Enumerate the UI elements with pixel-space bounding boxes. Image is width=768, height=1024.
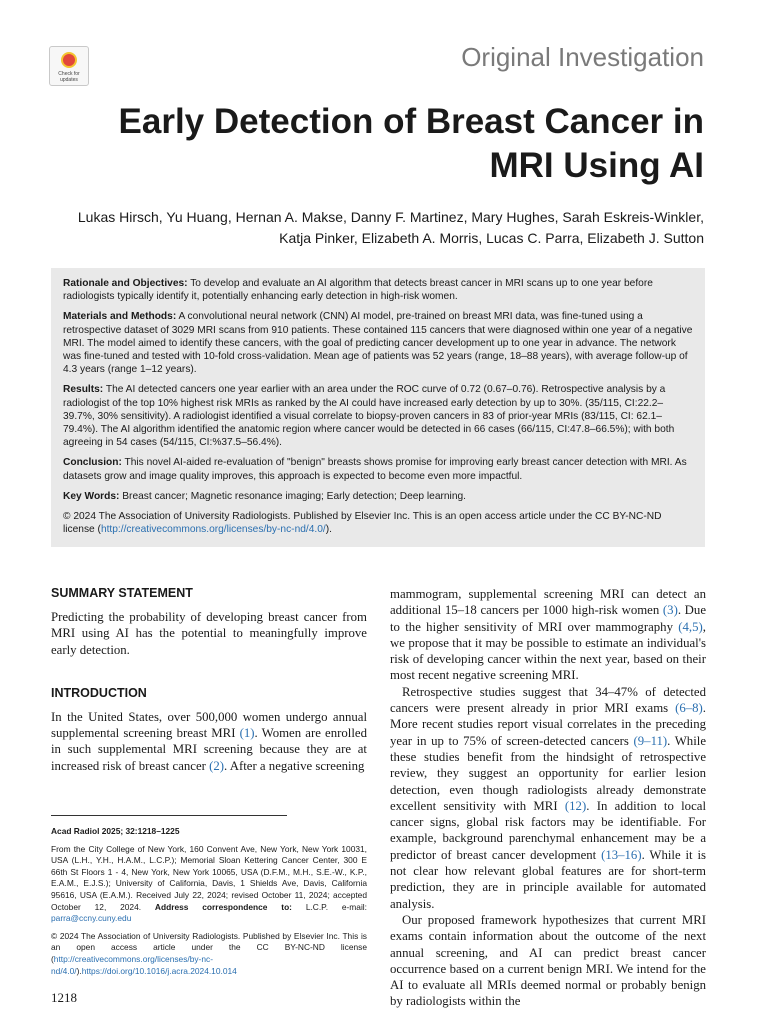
license-link[interactable]: http://creativecommons.org/licenses/by-nc-nd/4.0/ — [100, 524, 326, 536]
results-label: Results: — [63, 384, 104, 396]
correspondence-text: L.C.P. e-mail: — [291, 901, 367, 912]
abstract-methods — [63, 310, 694, 376]
left-column — [51, 586, 367, 774]
intro-text: . While it is not clear how relevant global features are for short-term prediction, they are in principle available for automated analysis. — [390, 847, 706, 911]
citation-link[interactable]: (12) — [564, 798, 587, 813]
intro-text: In the United States, over 500,000 women undergo annual supplemental screening breast MRI — [51, 709, 367, 741]
intro-paragraph-1-continued — [390, 586, 706, 684]
abstract-copyright — [63, 510, 694, 536]
abstract-results — [63, 383, 694, 449]
intro-text: . In addition to local cancer signs, global risk factors may be identifiable. For example, background parenchymal enhancement may be a predictor of breast cancer development — [390, 798, 706, 862]
intro-text: . More recent studies report visual correlates in the preceding year in up to 75% of screen-detected cancers — [390, 701, 706, 748]
email-link[interactable]: parra@ccny.cuny.edu — [51, 913, 132, 924]
copyright-end: ). — [325, 524, 332, 536]
intro-text: , we propose that it may be possible to estimate an individual's risk of developing cancer within the next year, based on their most recent negative screening MRI. — [390, 619, 706, 683]
introduction-heading: INTRODUCTION — [51, 685, 147, 700]
conclusion-label: Conclusion: — [63, 457, 122, 469]
copyright-text: © 2024 The Association of University Radiologists. Published by Elsevier Inc. This is an open access article under the CC BY-NC-ND license ( — [63, 511, 662, 536]
intro-text: . After a negative screening — [224, 758, 365, 773]
citation-link[interactable]: (1) — [239, 726, 255, 741]
citation-link[interactable]: (13–16) — [601, 847, 642, 862]
abstract-rationale — [63, 277, 694, 303]
summary-text: Predicting the probability of developing breast cancer from MRI using AI has the potential to meaningfully improve early detection. — [51, 610, 367, 657]
intro-paragraph-2 — [390, 684, 706, 912]
intro-text: . Women are enrolled in such supplemental MRI screening because they are at increased risk of breast cancer — [51, 726, 367, 773]
citation-link[interactable]: (6–8) — [675, 701, 703, 716]
footnote-divider — [51, 815, 287, 816]
rationale-label: Rationale and Objectives: — [63, 278, 188, 289]
crossmark-line-2: updates — [60, 77, 78, 83]
check-for-updates-badge[interactable] — [49, 46, 89, 86]
abstract-conclusion — [63, 456, 694, 482]
intro-text: mammogram, supplemental screening MRI can detect an additional 15–18 cancers per 1000 high-risk women — [390, 587, 706, 618]
author-list: Lukas Hirsch, Yu Huang, Hernan A. Makse, Danny F. Martinez, Mary Hughes, Sarah Eskreis-Winkler, Katja Pinker, Elizabeth A. Morris, Lucas C. Parra, Elizabeth J. Sutton — [77, 209, 704, 246]
rationale-text: To develop and evaluate an AI algorithm that detects breast cancer in MRI scans up to one year before radiologists typically identify it, potentially enhancing early detection in high-risk women. — [63, 278, 653, 303]
journal-citation: Acad Radiol 2025; 32:1218–1225 — [51, 826, 180, 836]
conclusion-text: This novel AI-aided re-evaluation of "benign" breasts shows promise for improving early breast cancer detection with MRI. As datasets grow and image quality improves, this approach is expected to become even more impactful. — [63, 457, 687, 482]
page-number: 1218 — [51, 990, 77, 1005]
intro-text: . While these studies benefit from the hindsight of retrospective review, they suggest an opportunity for earlier lesion detection, even though radiologists already demonstrate excellent sensitivity with MRI — [390, 733, 706, 813]
citation-link[interactable]: (9–11) — [633, 733, 668, 748]
keywords-label: Key Words: — [63, 490, 120, 502]
keywords-text: Breast cancer; Magnetic resonance imaging; Early detection; Deep learning. — [119, 490, 466, 502]
citation-link[interactable]: (3) — [662, 603, 678, 618]
article-title: Early Detection of Breast Cancer in MRI Using AI — [118, 102, 704, 185]
affiliations-text: From the City College of New York, 160 Convent Ave, New York, New York 10031, USA (L.H., Y.H., H.A.M., L.C.P.); Memorial Sloan Kettering Cancer Center, 300 E 66th St Floors 1 - 4, New York, New York 10065, USA (D.F.M., M.H., S.E.-W., K.P., E.A.M., E.J.S.); University of California, Davis, 1 Shields Ave, Davis, California 95616, USA (E.A.M.). Received July 22, 2024; revised October 11, 2024; accepted October 12, 2024. — [51, 843, 367, 912]
affiliations — [51, 844, 367, 925]
intro-paragraph-1 — [51, 709, 367, 774]
right-column — [390, 586, 706, 1010]
copyright-text: © 2024 The Association of University Radiologists. Published by Elsevier Inc. This is an open access article under the CC BY-NC-ND license ( — [51, 930, 367, 964]
section-label: Original Investigation — [461, 42, 704, 72]
citation-link[interactable]: (4,5) — [678, 619, 703, 634]
methods-label: Materials and Methods: — [63, 311, 177, 323]
footnote — [51, 826, 367, 983]
intro-text: Retrospective studies suggest that 34–47% of detected cancers were present already in prior MRI exams — [390, 684, 706, 716]
summary-heading: SUMMARY STATEMENT — [51, 586, 193, 600]
crossmark-icon — [61, 52, 77, 68]
license-link[interactable]: http://creativecommons.org/licenses/by-nc-nd/4.0/ — [51, 953, 213, 976]
footnote-copyright — [51, 931, 367, 977]
intro-text: . Due to the higher sensitivity of MRI over mammography — [390, 603, 706, 634]
crossmark-line-1: Check for — [58, 71, 80, 77]
abstract-box — [51, 268, 705, 547]
intro-paragraph-3: Our proposed framework hypothesizes that current MRI exams contain information about the outcome of the next annual screening, and AI can predict breast cancer occurrence based on a current benign MRI. We intend for the AI to evaluate all MRIs deemed normal or probably benign by radiologists within the — [390, 912, 706, 1009]
separator-text: ). — [76, 965, 82, 976]
results-text: The AI detected cancers one year earlier with an area under the ROC curve of 0.72 (0.67–0.76). Retrospective analysis by a radiologist of the top 10% highest risk MRIs as ranked by the AI could have increased early detection by up to 30%. (35/115, CI:22.2–39.7%, 30% sensitivity). A radiologist identified a visual correlate to biopsy-proven cancers in 83 of prior-year MRIs (83/115, CI: 62.1–79.4%). The AI algorithm identified the anatomic region where cancer would be detected in 66 cases (66/115, CI:47.8–66.5%); with both agreeing in 54 cases (54/115, CI:%37.5–56.4%). — [63, 384, 675, 449]
citation-link[interactable]: (2) — [209, 758, 225, 773]
doi-link[interactable]: https://doi.org/10.1016/j.acra.2024.10.014 — [81, 965, 237, 976]
correspondence-label: Address correspondence to: — [154, 901, 292, 912]
methods-text: A convolutional neural network (CNN) AI model, pre-trained on breast MRI data, was fine-tuned using a retrospective dataset of 3029 MRI scans from 910 patients. These contained 115 cancers that were diagnosed within one year of a negative MRI. The model aimed to identify these cancers, with the goal of predicting cancer development up to one year in advance. The network was fine-tuned and tested with 10-fold cross-validation. Mean age of patients was 52 years (range, 18–88 years), with average follow-up of 4.3 years (range 1–12 years). — [63, 311, 693, 376]
abstract-keywords — [63, 490, 694, 503]
crossmark-label — [50, 71, 88, 83]
